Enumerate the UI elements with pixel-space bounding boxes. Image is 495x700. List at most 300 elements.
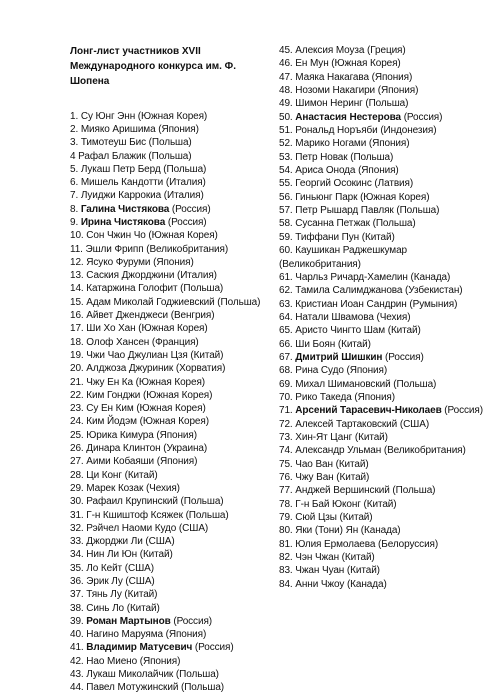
participant-number: 43.: [70, 669, 87, 681]
participant-country: (Великобритания): [279, 258, 361, 270]
participant-item: [70, 376, 275, 389]
participant-country: (Греция): [364, 45, 406, 56]
participant-number: 66.: [279, 338, 296, 350]
participant-number: 16.: [70, 310, 87, 322]
participant-name: Эрик Лу: [86, 576, 123, 587]
participant-item: [70, 136, 275, 149]
participant-item: [70, 150, 275, 163]
participant-name: Рафал Блажик: [78, 150, 146, 162]
participant-country: (Япония): [351, 391, 395, 403]
participant-number: 60.: [279, 245, 296, 257]
participant-country: (Италия): [161, 190, 204, 202]
participant-number: 27.: [70, 456, 87, 468]
participant-item: [279, 378, 489, 391]
participant-country: (Польша): [393, 205, 440, 217]
participant-number: 64.: [279, 311, 296, 323]
participant-number: 56.: [279, 191, 296, 203]
participant-country: (Россия): [170, 615, 212, 627]
participant-name: Су Юнг Энн: [80, 110, 136, 122]
participant-name: Ен Мун: [295, 58, 329, 70]
participant-item: [70, 602, 275, 615]
participant-item: [70, 362, 275, 375]
participant-name: Юрика Кимура: [86, 429, 154, 441]
participant-name: Ло Кейт: [86, 562, 123, 574]
participant-number: 6.: [70, 177, 81, 189]
participant-item: [70, 282, 275, 295]
participant-country: (Южная Корея): [136, 416, 209, 428]
participant-number: 3.: [70, 137, 81, 149]
participant-country: (Япония): [155, 123, 199, 135]
participant-item: [279, 164, 489, 177]
participant-name: Ши Боян: [295, 338, 336, 350]
participant-number: 50.: [279, 111, 296, 123]
participant-country: (Южная Корея): [133, 403, 206, 415]
participant-name: Ариса Онода: [295, 165, 356, 177]
participant-item: [70, 575, 275, 588]
document-title: Лонг-лист участников XVII Международного конкурса им. Ф. Шопена: [70, 46, 236, 88]
participant-item: [279, 498, 489, 511]
participant-item: [279, 471, 489, 484]
participant-name: Гиньюнг Парк: [295, 191, 358, 203]
participant-item: [70, 163, 275, 176]
participant-number: 63.: [279, 298, 296, 310]
participant-name: Чжан Чуан: [295, 565, 345, 577]
participant-country: (США): [122, 576, 155, 587]
participant-item: [279, 124, 489, 137]
participant-number: 23.: [70, 403, 87, 415]
participant-number: 20.: [70, 363, 87, 375]
participant-number: 62.: [279, 285, 296, 297]
participant-country: (Китай): [339, 552, 375, 564]
participant-country: (Россия): [401, 111, 443, 123]
participant-item: [279, 111, 489, 124]
participant-country: (США): [142, 536, 175, 548]
participant-item: [70, 229, 275, 242]
participant-name: Аими Кобаяши: [86, 456, 155, 468]
participant-item: [279, 578, 489, 591]
participant-country: (Польша): [347, 151, 394, 163]
participant-name: Ким Гонджи: [86, 389, 141, 401]
participant-item: [70, 495, 275, 508]
participant-country: (Япония): [154, 456, 198, 468]
participant-country: (Китай): [121, 589, 158, 601]
participant-name: Сон Чжин Чо: [86, 230, 146, 242]
participant-name: Нагино Маруяма: [86, 629, 163, 641]
participant-number: 82.: [279, 552, 296, 564]
participant-item: [70, 442, 275, 455]
participant-item: [279, 458, 489, 471]
participant-item: [70, 322, 275, 335]
participant-name: Михал Шимановский: [295, 378, 391, 390]
participant-number: 70.: [279, 391, 296, 403]
participant-country: (Польша): [389, 485, 436, 497]
participant-name: Роман Мартынов: [86, 615, 171, 627]
participant-name: Лукаш Миколайчик: [86, 669, 174, 681]
participant-country: (Южная Корея): [328, 58, 401, 70]
participant-name: Олоф Хансен: [86, 336, 150, 348]
participant-number: 44.: [70, 682, 87, 694]
participant-number: 74.: [279, 445, 296, 457]
participant-number: 78.: [279, 498, 296, 510]
participant-name: Кристиан Иоан Сандрин: [295, 298, 407, 310]
participant-name: Шимон Неринг: [295, 98, 363, 110]
participant-country: (Япония): [355, 165, 399, 177]
participant-name: Чжу Ван: [295, 472, 334, 483]
participant-name: Рональд Норъяби: [295, 125, 378, 137]
participant-item: [279, 57, 489, 70]
participant-country: (Италия): [163, 177, 206, 189]
participant-number: 15.: [70, 296, 87, 308]
participant-country: (Польша): [390, 378, 437, 390]
participant-number: 79.: [279, 512, 296, 524]
participant-number: 31.: [70, 509, 87, 521]
participant-number: 67.: [279, 351, 296, 363]
participant-number: 59.: [279, 231, 296, 243]
participant-country: (Южная Корея): [132, 376, 206, 388]
participant-name: Натали Швамова: [295, 311, 374, 323]
participant-item: [70, 176, 275, 189]
participant-name: Чжи Чао Джулиан Цзя: [86, 349, 188, 361]
participant-item: [279, 191, 489, 204]
participant-item: [279, 404, 489, 417]
participant-number: 28.: [70, 469, 87, 481]
participant-country: (Россия): [441, 405, 483, 417]
participant-country: (Чехия): [373, 311, 411, 323]
participant-number: 73.: [279, 431, 296, 443]
participant-number: 26.: [70, 443, 87, 455]
participant-name: Анастасия Нестерова: [295, 111, 402, 123]
participant-number: 8.: [70, 203, 81, 215]
participant-number: 45.: [279, 45, 296, 56]
participant-item: [70, 296, 275, 309]
participant-country: (Южная Корея): [357, 191, 430, 203]
participant-country: (Польша): [160, 163, 207, 175]
participant-country: (Южная Корея): [135, 323, 208, 335]
participant-name: Нин Ли Юн: [86, 549, 138, 561]
participant-number: 54.: [279, 165, 296, 177]
participant-number: 55.: [279, 178, 296, 190]
participant-name: Синь Ло: [86, 602, 125, 614]
participant-item: [279, 71, 489, 84]
participant-item: [70, 189, 275, 202]
participant-item: [279, 284, 489, 297]
participant-number: 34.: [70, 549, 87, 561]
participant-country: (США): [122, 562, 154, 574]
participant-country: (Польша): [173, 669, 219, 681]
participant-name: Луиджи Каррокиа: [80, 190, 162, 202]
participant-number: 29.: [70, 482, 87, 494]
participant-number: 4: [70, 150, 79, 162]
participant-item: [70, 203, 275, 216]
participant-country: (Франция): [149, 336, 199, 348]
participant-number: 69.: [279, 378, 296, 390]
participant-country: (Польша): [145, 150, 192, 162]
participant-name: Чао Ван: [295, 458, 333, 470]
participant-item: [70, 269, 275, 282]
participant-number: 68.: [279, 365, 296, 377]
participant-name: Хин-Ят Цанг: [295, 431, 353, 443]
participant-name: Ши Хо Хан: [86, 323, 136, 335]
participant-country: (Китай): [336, 512, 373, 524]
participant-item: [70, 588, 275, 601]
participant-name: Аристо Чингто Шам: [295, 325, 386, 337]
participant-item: [70, 681, 275, 694]
participant-number: 58.: [279, 218, 296, 230]
participant-number: 25.: [70, 429, 87, 441]
participant-item: [279, 44, 489, 57]
participant-name: Марек Козак: [86, 482, 144, 494]
participant-name: Петр Рышард Павляк: [295, 205, 394, 217]
participant-item: [70, 123, 275, 136]
participant-item: [279, 244, 489, 271]
participant-item: [70, 243, 275, 256]
participant-country: (Япония): [150, 256, 194, 268]
participant-name: Тимотеуш Бис: [80, 137, 146, 149]
participant-number: 1.: [70, 110, 81, 122]
participant-item: [70, 548, 275, 561]
participant-country: (Япония): [375, 85, 419, 97]
participant-country: (Узбекистан): [402, 285, 463, 297]
participant-country: (Польша): [178, 682, 225, 694]
participant-number: 65.: [279, 325, 296, 337]
participant-name: Нозоми Накагири: [295, 85, 376, 97]
participant-item: [279, 84, 489, 97]
participant-name: Джорджи Ли: [86, 536, 143, 548]
participant-number: 48.: [279, 85, 296, 97]
participant-name: Тянь Лу: [86, 589, 122, 601]
participant-name: Мишель Кандотти: [80, 177, 164, 189]
participant-country: (Канада): [407, 271, 451, 283]
participant-country: (Китай): [352, 431, 388, 443]
participant-name: Су Ен Ким: [86, 403, 134, 415]
participant-item: [279, 431, 489, 444]
participant-country: (Китай): [344, 565, 380, 577]
participant-number: 39.: [70, 615, 87, 627]
participant-country: (Китай): [385, 325, 421, 337]
participant-name: Катаржина Голофит: [86, 283, 178, 295]
participant-number: 72.: [279, 418, 296, 430]
participant-name: Тамила Салимджанова: [295, 285, 403, 297]
participant-item: [279, 271, 489, 284]
participant-name: Александр Ульман: [295, 445, 382, 457]
participant-name: Саския Джорджини: [86, 270, 175, 282]
participant-country: (Китай): [360, 498, 397, 510]
participant-item: [70, 655, 275, 668]
participant-number: 10.: [70, 230, 87, 242]
participant-country: (Великобритания): [381, 445, 466, 457]
participant-item: [279, 231, 489, 244]
participant-number: 80.: [279, 525, 296, 537]
participant-item: [279, 338, 489, 351]
participant-country: (Россия): [165, 216, 207, 228]
participant-number: 57.: [279, 205, 296, 217]
participant-name: Рэйчел Наоми Кудо: [86, 522, 177, 534]
participant-item: [70, 668, 275, 681]
participant-item: [279, 511, 489, 524]
participant-number: 81.: [279, 538, 296, 550]
participant-country: (Южная Корея): [140, 389, 213, 401]
participant-country: (Россия): [382, 351, 424, 363]
left-column: [70, 44, 275, 695]
participant-number: 32.: [70, 522, 87, 534]
participant-item: [279, 324, 489, 337]
participant-item: [279, 524, 489, 537]
participant-number: 61.: [279, 271, 296, 283]
participant-name: Анджей Вершинский: [295, 485, 390, 497]
participant-item: [279, 364, 489, 377]
participant-name: Дмитрий Шишкин: [295, 351, 383, 363]
participant-item: [70, 402, 275, 415]
participant-country: (Япония): [153, 429, 197, 441]
participant-name: Алджоза Джуриник: [86, 363, 174, 375]
participant-name: Арсений Тарасевич-Николаев: [295, 405, 442, 417]
participant-name: Георгий Осокинс: [295, 178, 372, 190]
participant-number: 5.: [70, 163, 81, 175]
participant-name: Юлия Ермолаева: [295, 538, 376, 550]
participant-item: [70, 389, 275, 402]
participant-country: (Канада): [358, 525, 401, 537]
participant-item: [279, 538, 489, 551]
participant-item: [70, 415, 275, 428]
participant-name: Ясуко Фуруми: [86, 256, 151, 268]
participant-country: (Россия): [192, 642, 234, 654]
participant-country: (Китай): [137, 549, 173, 561]
participant-item: [70, 522, 275, 535]
participant-name: Адам Миколай Годжиевский: [86, 296, 215, 308]
participant-item: [70, 469, 275, 482]
participant-item: [279, 298, 489, 311]
participant-name: Чжу Ен Ка: [86, 376, 133, 388]
participant-item: [279, 137, 489, 150]
participant-item: [70, 216, 275, 229]
participant-name: Ким Йодэм: [86, 416, 137, 428]
participant-country: (Китай): [121, 469, 158, 481]
participant-number: 21.: [70, 376, 87, 388]
participant-number: 30.: [70, 496, 87, 508]
participant-country: (Польша): [145, 137, 192, 149]
participant-item: [70, 641, 275, 654]
participant-name: Алексия Моуза: [295, 45, 365, 56]
participant-name: Тиффани Пун: [295, 231, 360, 243]
participant-name: Рина Судо: [295, 365, 344, 377]
participant-country: (Украина): [160, 443, 208, 455]
participant-number: 51.: [279, 125, 296, 137]
participant-country: (Польша): [177, 283, 224, 295]
participant-item: [70, 628, 275, 641]
participant-country: (Румыния): [406, 298, 458, 310]
participant-country: (Канада): [344, 578, 387, 590]
participant-country: (Япония): [137, 655, 181, 667]
participant-item: [70, 309, 275, 322]
participant-country: (Япония): [368, 71, 413, 83]
participant-item: [279, 97, 489, 110]
participant-country: (Южная Корея): [145, 230, 218, 242]
participant-number: 11.: [70, 243, 86, 255]
participant-number: 53.: [279, 151, 296, 163]
participant-name: Мияко Аришима: [80, 123, 156, 135]
participant-number: 38.: [70, 602, 87, 614]
participant-item: [279, 177, 489, 190]
participant-name: Лукаш Петр Берд: [80, 163, 161, 175]
participant-country: (Китай): [359, 231, 395, 243]
participant-number: 47.: [279, 71, 296, 83]
right-column: [279, 44, 489, 591]
participant-country: (Южная Корея): [135, 110, 208, 122]
participant-name: Рафаил Крупинский: [86, 496, 178, 508]
participant-country: (Китай): [332, 458, 369, 470]
participant-name: Ци Конг: [86, 469, 122, 481]
participant-number: 35.: [70, 562, 87, 574]
participant-country: (Латвия): [371, 178, 414, 190]
participant-number: 84.: [279, 578, 296, 590]
participant-country: (Италия): [174, 270, 217, 282]
participant-name: Нао Миено: [86, 655, 138, 667]
participant-number: 40.: [70, 629, 87, 641]
participant-number: 76.: [279, 472, 296, 483]
participant-item: [279, 311, 489, 324]
participant-country: (Польша): [182, 509, 229, 521]
participant-number: 12.: [70, 256, 87, 268]
participant-country: (США): [397, 418, 430, 430]
participant-name: Чарльз Ричард-Хамелин: [295, 271, 408, 283]
participant-country: (Китай): [124, 602, 160, 614]
participant-name: Айвет Дженджеси: [86, 310, 169, 322]
participant-country: (Япония): [343, 365, 388, 377]
participant-item: [279, 391, 489, 404]
participant-country: (Япония): [366, 138, 410, 150]
participant-country: (Япония): [162, 629, 207, 641]
participant-name: Анни Чжоу: [295, 578, 345, 590]
participant-country: (Венгрия): [168, 310, 215, 322]
participant-country: (Польша): [369, 218, 416, 230]
participant-name: Г-н Бай Юконг: [295, 498, 361, 510]
participant-name: Рико Такеда: [295, 391, 352, 403]
participant-name: Динара Клинтон: [86, 443, 161, 455]
participant-country: (Великобритания): [143, 243, 229, 255]
participant-country: (Хорватия): [173, 363, 226, 375]
participant-name: Владимир Матусевич: [86, 642, 193, 654]
participant-country: (Китай): [335, 338, 371, 350]
participant-country: (Индонезия): [377, 125, 437, 137]
participant-country: (Польша): [214, 296, 261, 308]
participant-number: 2.: [70, 123, 81, 135]
participant-name: Чэн Чжан: [295, 552, 339, 564]
participant-country: (США): [176, 522, 209, 534]
participant-item: [279, 551, 489, 564]
participant-number: 7.: [70, 190, 81, 202]
participant-name: Павел Мотужинский: [86, 682, 179, 694]
participant-name: Сусанна Петжак: [295, 218, 370, 230]
participant-item: [70, 562, 275, 575]
participant-country: (Китай): [187, 349, 224, 361]
participant-name: Маяка Накагава: [295, 71, 369, 83]
participant-item: [70, 509, 275, 522]
participant-number: 37.: [70, 589, 87, 601]
participant-name: Каушикан Раджешкумар: [295, 245, 408, 257]
participant-number: 13.: [70, 270, 87, 282]
participant-number: 24.: [70, 416, 87, 428]
participant-number: 33.: [70, 536, 87, 548]
participant-name: Алексей Тартаковский: [295, 418, 398, 430]
participant-number: 71.: [279, 405, 296, 417]
participant-item: [279, 444, 489, 457]
participant-number: 52.: [279, 138, 296, 150]
participant-number: 14.: [70, 283, 87, 295]
participant-name: Галина Чистякова: [80, 203, 170, 215]
participant-number: 41.: [70, 642, 87, 654]
participant-name: Г-н Кшиштоф Ксяжек: [86, 509, 183, 521]
participant-number: 83.: [279, 565, 296, 577]
